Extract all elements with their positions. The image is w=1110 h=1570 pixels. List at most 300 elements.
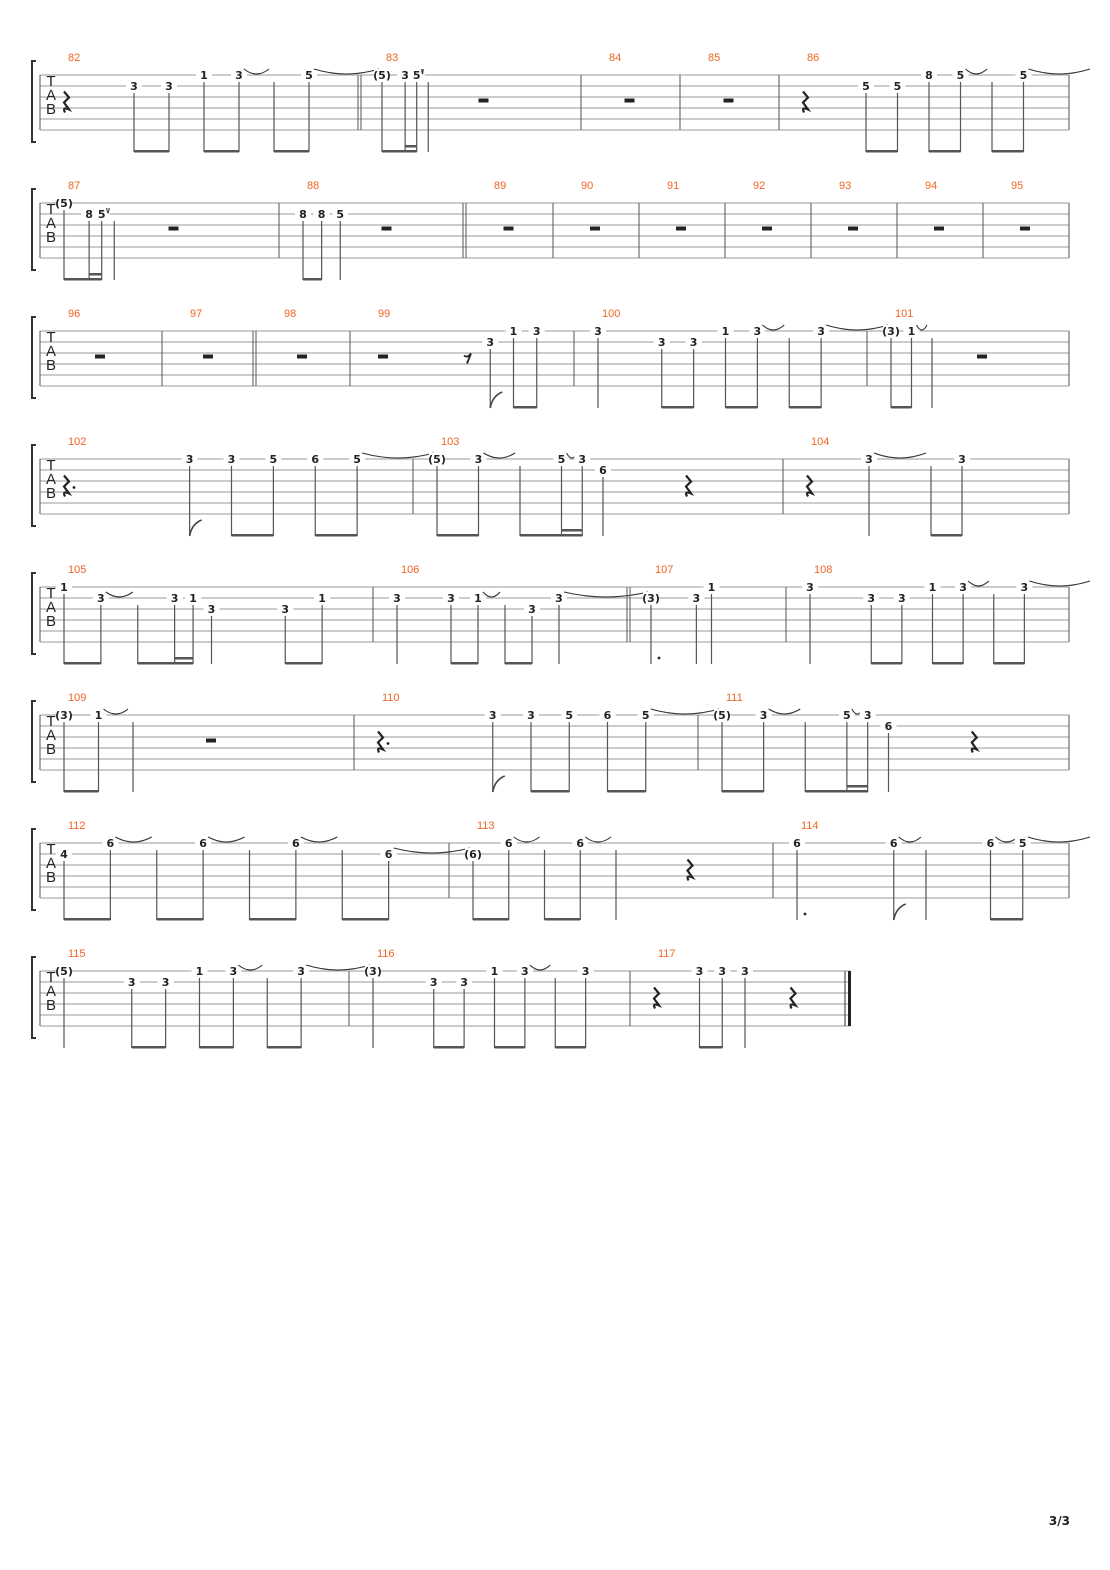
measure — [882, 308, 1069, 409]
measure-number: 82 — [68, 52, 81, 64]
fret-number: 1 — [721, 325, 730, 338]
tab-clef-letter: T — [46, 201, 56, 218]
half-rest — [378, 355, 388, 359]
fret-number: 3 — [488, 709, 497, 722]
eighth-rest — [464, 354, 471, 364]
tie — [530, 965, 550, 970]
half-rest — [479, 99, 489, 103]
fret-number: 8 — [317, 208, 326, 221]
whole-rest — [724, 99, 734, 103]
tie — [362, 453, 434, 458]
beam — [726, 406, 758, 409]
fret-number: 3 — [898, 592, 906, 605]
beam — [789, 406, 821, 409]
measure-number: 97 — [190, 308, 203, 320]
tie — [484, 453, 516, 458]
measure-number: 99 — [378, 308, 391, 320]
tie — [826, 325, 888, 330]
tie — [208, 837, 244, 842]
measure-number: 112 — [68, 820, 86, 832]
quarter-rest — [688, 860, 693, 881]
fret-number: 3 — [753, 325, 762, 338]
fret-number: 3 — [297, 965, 305, 978]
tab-clef-letter: T — [46, 585, 56, 602]
fret-number: 3 — [127, 976, 136, 989]
beam — [555, 1046, 585, 1049]
beam — [250, 918, 296, 921]
beam — [722, 790, 764, 793]
whole-rest — [1020, 227, 1030, 231]
beam — [891, 406, 912, 409]
fret-number: 1 — [707, 581, 716, 594]
fret-number: 5 — [305, 69, 313, 82]
whole-rest — [590, 227, 600, 231]
measure-number: 115 — [68, 948, 86, 960]
measure-number: 96 — [68, 308, 81, 320]
fret-number: 5 — [1019, 69, 1028, 82]
fret-number: 6 — [576, 837, 585, 850]
tab-clef-letter: A — [45, 855, 57, 872]
beam — [933, 662, 964, 665]
measure — [378, 692, 719, 793]
fret-number: 4 — [60, 848, 68, 861]
fret-number: (3) — [882, 325, 900, 338]
fret-number: 6 — [106, 837, 115, 850]
fret-number: 3 — [227, 453, 236, 466]
beam — [64, 662, 101, 665]
tie — [1028, 837, 1090, 842]
measure-number: 86 — [807, 52, 820, 64]
tie — [301, 837, 337, 842]
tie — [966, 69, 988, 74]
fret-number: 6 — [986, 837, 995, 850]
fret-number: 6 — [603, 709, 612, 722]
tab-clef-letter: B — [45, 229, 57, 246]
tab-clef-letter: B — [45, 869, 57, 886]
measure — [464, 820, 773, 921]
beam — [700, 1046, 723, 1049]
beam — [132, 1046, 166, 1049]
measure — [378, 308, 574, 409]
tab-system — [32, 52, 1090, 153]
half-rest — [977, 355, 987, 359]
dot — [387, 742, 390, 745]
fret-number: 3 — [165, 80, 173, 93]
measure — [364, 948, 630, 1049]
measure-number: 102 — [68, 436, 87, 448]
fret-number: 6 — [504, 837, 513, 850]
beam — [200, 1046, 234, 1049]
final-barline-thick — [848, 971, 851, 1026]
fret-number: 6 — [384, 848, 393, 861]
fret-number: 1 — [195, 965, 204, 978]
measure — [389, 564, 648, 665]
fret-number: 3 — [207, 603, 216, 616]
fret-number: 3 — [759, 709, 768, 722]
tie — [306, 965, 370, 970]
whole-rest — [848, 227, 858, 231]
dot — [73, 486, 76, 489]
fret-number: 3 — [429, 976, 438, 989]
whole-rest — [762, 227, 772, 231]
system-bracket — [32, 189, 36, 270]
tab-system — [32, 180, 1069, 281]
beam — [992, 150, 1024, 153]
beam — [315, 534, 357, 537]
tie — [585, 837, 611, 842]
fret-number: 3 — [229, 965, 238, 978]
measure — [807, 436, 1069, 537]
fret-number: 8 — [85, 208, 93, 221]
measure — [753, 180, 811, 258]
fret-number: 3 — [695, 965, 704, 978]
beam — [434, 1046, 464, 1049]
measure-number: 90 — [581, 180, 594, 192]
fret-number: 1 — [189, 592, 197, 605]
beam — [505, 662, 532, 665]
tie — [514, 837, 540, 842]
fret-number: (5) — [713, 709, 731, 722]
fret-number: 3 — [1020, 581, 1029, 594]
fret-number: 6 — [199, 837, 207, 850]
fret-number: 6 — [599, 464, 607, 477]
fret-number: 6 — [292, 837, 300, 850]
measure — [64, 52, 379, 153]
fret-number: 3 — [161, 976, 170, 989]
beam — [267, 1046, 301, 1049]
quarter-rest — [64, 476, 69, 497]
measure — [55, 180, 279, 281]
fret-number: 6 — [884, 720, 893, 733]
fret-number: 1 — [94, 709, 103, 722]
fret-number: 3 — [532, 325, 541, 338]
beam — [285, 662, 322, 665]
tab-clef-letter: B — [45, 357, 57, 374]
measure-number: 104 — [811, 436, 830, 448]
measure-number: 100 — [602, 308, 621, 320]
beam — [204, 150, 239, 153]
fret-number: 3 — [817, 325, 825, 338]
beam-secondary — [175, 657, 193, 660]
fret-number: (3) — [642, 592, 660, 605]
fret-number: 3 — [555, 592, 563, 605]
beam — [274, 150, 309, 153]
quarter-rest — [686, 476, 691, 497]
fret-number: 3 — [863, 709, 872, 722]
measure-number: 84 — [609, 52, 622, 64]
tie — [238, 965, 262, 970]
fret-number: 5 — [557, 453, 566, 466]
flag — [894, 904, 906, 920]
measure-number: 89 — [494, 180, 507, 192]
system-bracket — [32, 829, 36, 910]
beam — [64, 278, 102, 281]
fret-number: 5 — [862, 80, 870, 93]
measure — [802, 564, 1090, 665]
tab-system — [32, 948, 851, 1049]
whole-rest — [203, 355, 213, 359]
beam — [473, 918, 509, 921]
tab-system — [32, 436, 1069, 537]
measure-number: 101 — [895, 308, 914, 320]
tie — [762, 325, 784, 330]
beam-secondary — [562, 529, 583, 532]
quarter-rest — [654, 988, 659, 1009]
measure-number: 83 — [386, 52, 399, 64]
tab-clef-letter: A — [45, 599, 57, 616]
beam — [514, 406, 537, 409]
measure-number: 88 — [307, 180, 320, 192]
measure — [713, 692, 1069, 793]
measure — [428, 436, 783, 537]
tab-clef-letter: A — [45, 343, 57, 360]
tab-clef-letter: B — [45, 613, 57, 630]
beam — [451, 662, 478, 665]
beam — [994, 662, 1025, 665]
system-bracket — [32, 701, 36, 782]
fret-number: 3 — [718, 965, 727, 978]
beam — [991, 918, 1023, 921]
fret-number: 3 — [594, 325, 602, 338]
quarter-rest — [791, 988, 796, 1009]
tab-system — [32, 820, 1090, 921]
tie — [394, 848, 470, 853]
beam — [931, 534, 962, 537]
measure-number: 106 — [401, 564, 420, 576]
fret-number: 3 — [97, 592, 105, 605]
measure-number: 105 — [68, 564, 87, 576]
fret-number: 3 — [581, 965, 590, 978]
whole-rest — [504, 227, 514, 231]
fret-number: 3 — [521, 965, 529, 978]
tab-clef-letter: T — [46, 841, 56, 858]
tab-clef-letter: T — [46, 329, 56, 346]
dot — [658, 657, 661, 660]
measure — [708, 52, 779, 130]
quarter-rest — [972, 732, 977, 753]
fret-number: 3 — [806, 581, 814, 594]
beam — [303, 278, 322, 281]
tab-clef-letter: T — [46, 713, 56, 730]
measure-number: 93 — [839, 180, 852, 192]
system-bracket — [32, 61, 36, 142]
measure — [253, 308, 350, 386]
whole-rest — [676, 227, 686, 231]
beam — [342, 918, 388, 921]
beam — [805, 790, 867, 793]
tie — [968, 581, 989, 586]
beam — [232, 534, 274, 537]
beam — [64, 790, 99, 793]
fret-number: 3 — [741, 965, 749, 978]
whole-rest — [625, 99, 635, 103]
fret-number: 3 — [867, 592, 876, 605]
beam-secondary — [405, 145, 417, 148]
fret-number: (5) — [373, 69, 391, 82]
tie — [104, 709, 129, 714]
measure — [68, 308, 162, 386]
fret-number: (5) — [428, 453, 446, 466]
measure — [463, 180, 553, 258]
fret-number: 5 — [1018, 837, 1027, 850]
measure-number: 107 — [655, 564, 674, 576]
tie — [651, 709, 719, 714]
fret-number: 3 — [460, 976, 468, 989]
page-number: 3/3 — [1048, 1514, 1070, 1528]
measure-number: 91 — [667, 180, 680, 192]
tab-system — [32, 564, 1090, 665]
tab-clef-letter: T — [46, 969, 56, 986]
measure — [630, 564, 786, 664]
measure-number: 87 — [68, 180, 81, 192]
measure — [56, 564, 373, 665]
measure — [55, 948, 370, 1049]
fret-number: 5 — [956, 69, 965, 82]
measure-number: 85 — [708, 52, 721, 64]
fret-number: 3 — [527, 709, 535, 722]
measure-number: 114 — [801, 820, 819, 832]
whole-rest — [297, 355, 307, 359]
quarter-rest — [64, 92, 69, 113]
beam — [929, 150, 961, 153]
fret-number: 3 — [281, 603, 290, 616]
measure — [55, 692, 354, 793]
beam — [545, 918, 581, 921]
fret-number: 1 — [509, 325, 518, 338]
tab-clef-letter: A — [45, 471, 57, 488]
measure-number: 92 — [753, 180, 766, 192]
fret-number: 5 — [269, 453, 278, 466]
system-bracket — [32, 957, 36, 1038]
fret-number: 3 — [170, 592, 179, 605]
fret-number: 6 — [311, 453, 320, 466]
measure — [667, 180, 725, 258]
measure — [56, 820, 470, 921]
tab-system — [32, 692, 1069, 793]
fret-number: 5 — [97, 208, 106, 221]
fret-number: 3 — [474, 453, 483, 466]
tab-clef-letter: A — [45, 727, 57, 744]
measure-number: 109 — [68, 692, 87, 704]
tie — [564, 592, 648, 597]
tab-clef-letter: T — [46, 73, 56, 90]
measure-number: 95 — [1011, 180, 1024, 192]
beam — [520, 534, 582, 537]
system-bracket — [32, 317, 36, 398]
measure-number: 111 — [726, 692, 743, 704]
tie — [1029, 581, 1090, 586]
measure — [190, 308, 256, 386]
tie — [106, 592, 133, 597]
tie — [899, 837, 921, 842]
measure-number: 108 — [814, 564, 833, 576]
fret-number: (3) — [364, 965, 382, 978]
half-rest — [382, 227, 392, 231]
measure — [803, 52, 1090, 153]
fret-number: 1 — [474, 592, 482, 605]
fret-number: 1 — [318, 592, 326, 605]
half-rest — [206, 739, 216, 743]
beam — [495, 1046, 525, 1049]
measure-number: 117 — [658, 948, 676, 960]
measure-number: 110 — [382, 692, 400, 704]
fret-number: 3 — [528, 603, 536, 616]
fret-number: 3 — [958, 453, 966, 466]
measure — [839, 180, 897, 258]
flag — [493, 776, 505, 792]
system-bracket — [32, 573, 36, 654]
fret-number: 5 — [412, 69, 421, 82]
fret-number: 1 — [200, 69, 208, 82]
tab-clef-letter: A — [45, 87, 57, 104]
fret-number: 6 — [889, 837, 898, 850]
beam — [157, 918, 203, 921]
flag — [190, 520, 202, 536]
tab-clef-letter: B — [45, 997, 57, 1014]
measure — [295, 180, 466, 281]
beam — [871, 662, 902, 665]
fret-number: 8 — [925, 69, 933, 82]
flag — [490, 392, 502, 408]
fret-number: 5 — [843, 709, 851, 722]
tab-clef-letter: B — [45, 485, 57, 502]
fret-number: (5) — [55, 197, 73, 210]
fret-number: 1 — [60, 581, 68, 594]
fret-number: 3 — [689, 336, 698, 349]
beam — [437, 534, 479, 537]
tab-clef-letter: B — [45, 101, 57, 118]
fret-number: 1 — [928, 581, 937, 594]
fret-number: 3 — [486, 336, 495, 349]
beam-secondary — [847, 785, 868, 788]
whole-rest — [95, 355, 105, 359]
fret-number: 3 — [692, 592, 701, 605]
fret-number: 5 — [353, 453, 361, 466]
beam — [134, 150, 169, 153]
fret-number: 3 — [393, 592, 401, 605]
fret-number: 3 — [401, 69, 409, 82]
beam — [662, 406, 694, 409]
beam — [531, 790, 569, 793]
measure — [1011, 180, 1069, 258]
measure-number: 113 — [477, 820, 495, 832]
fret-number: 3 — [130, 80, 138, 93]
quarter-rest — [803, 92, 808, 113]
measure — [581, 180, 639, 258]
fret-number: 5 — [336, 208, 345, 221]
tab-system — [32, 308, 1069, 409]
fret-number: 3 — [657, 336, 666, 349]
beam-secondary — [89, 273, 102, 276]
measure — [654, 948, 851, 1049]
fret-number: 1 — [490, 965, 499, 978]
fret-number: 3 — [959, 581, 967, 594]
fret-number: (3) — [55, 709, 73, 722]
tab-clef-letter: B — [45, 741, 57, 758]
beam — [382, 150, 417, 153]
measure-number: 103 — [441, 436, 460, 448]
tie — [115, 837, 151, 842]
measure — [609, 52, 680, 130]
measure-number: 94 — [925, 180, 938, 192]
system-bracket — [32, 445, 36, 526]
tie — [1029, 69, 1091, 74]
measure — [64, 436, 434, 537]
measure-number: 98 — [284, 308, 297, 320]
half-rest — [169, 227, 179, 231]
fret-number: 8 — [299, 208, 307, 221]
tie — [769, 709, 801, 714]
